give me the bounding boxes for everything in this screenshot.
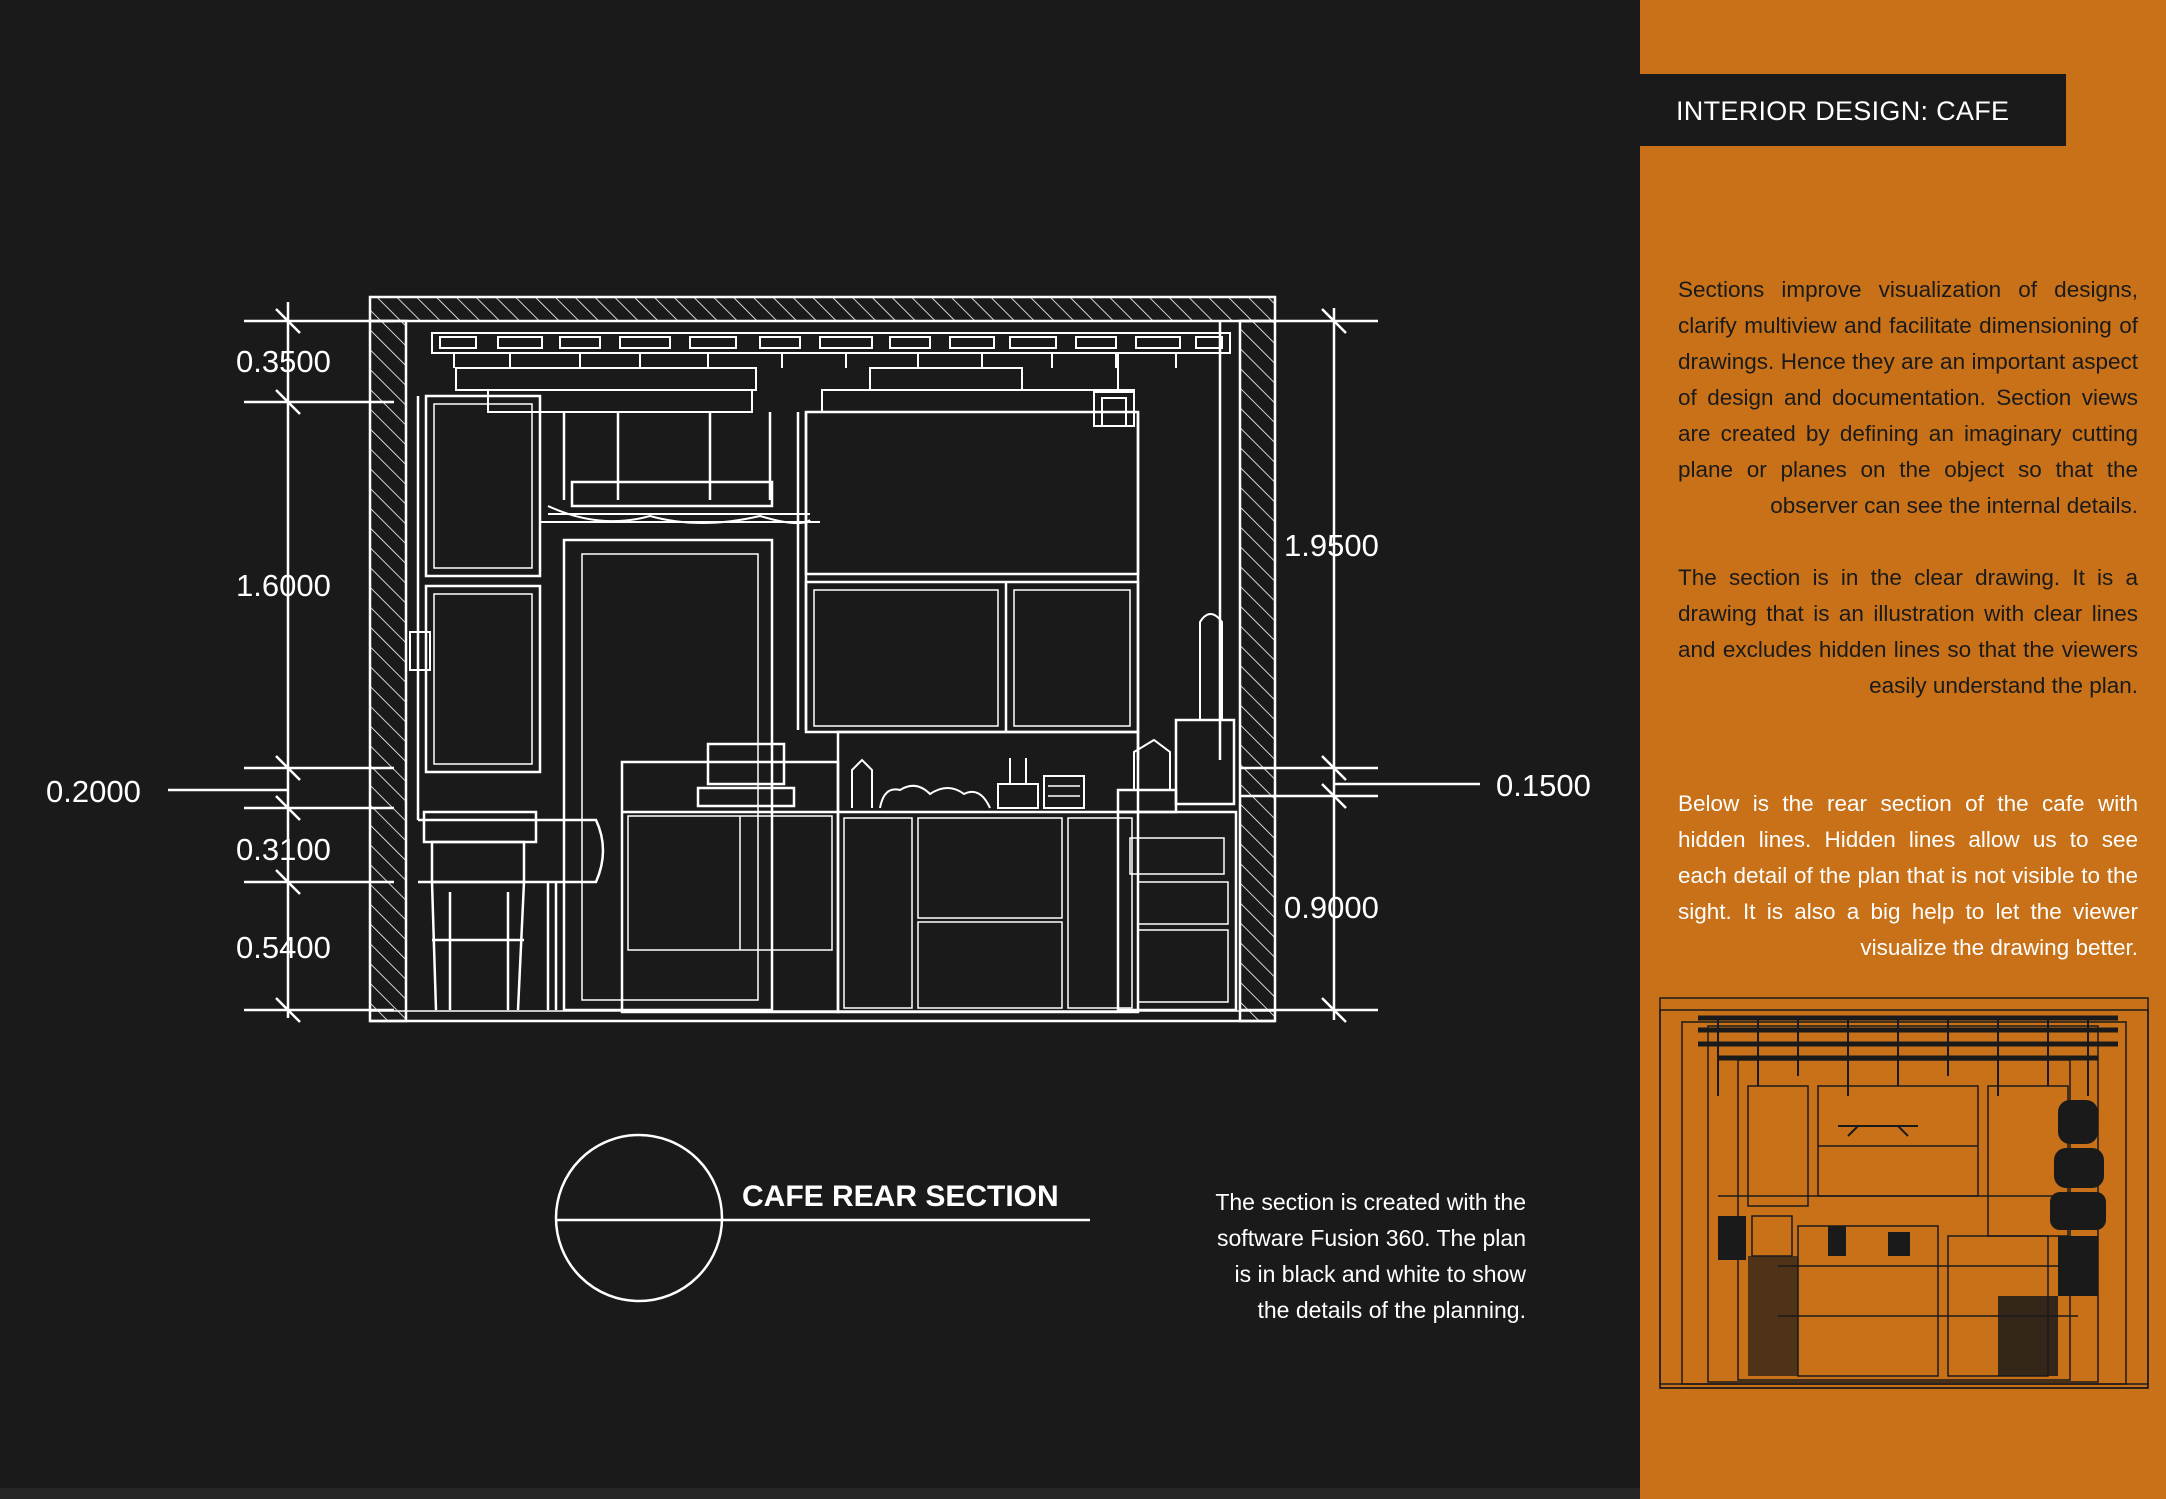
dim-right-2: 0.9000 (1284, 890, 1379, 925)
caption-line: software Fusion 360. The plan (1217, 1225, 1526, 1251)
caption-line: the details of the planning. (1257, 1297, 1526, 1323)
paragraph-clear-drawing: The section is in the clear drawing. It is a drawing that is an illustration with clear lines and excludes hidden lines so that the viewers easily understand the plan. (1678, 565, 2138, 698)
dim-left-4: 0.5400 (236, 930, 331, 965)
hidden-lines-thumbnail (1658, 996, 2150, 1392)
upper-cabinets (410, 321, 1220, 1010)
drawing-caption (1180, 1184, 1526, 1328)
page-title: INTERIOR DESIGN: CAFE (1676, 96, 2010, 126)
bottom-edge (0, 1488, 1640, 1499)
paragraph-hidden-lines: Below is the rear section of the cafe with hidden lines. Hidden lines allow us to see each detail of the plan that is not visible to the sight. It is also a big help to let the viewer visualize the drawing better. (1678, 791, 2138, 960)
section-symbol (556, 1135, 1090, 1301)
section-label: CAFE REAR SECTION (742, 1180, 1059, 1213)
info-panel (1640, 0, 2166, 1499)
dim-left-0: 0.3500 (236, 344, 331, 379)
dim-left-2: 0.2000 (46, 774, 141, 809)
dim-right-0: 1.9500 (1284, 528, 1379, 563)
caption-line: is in black and white to show (1234, 1261, 1526, 1287)
left-dimension-chain (168, 302, 394, 1022)
paragraph-sections: Sections improve visualization of designs, clarify multiview and facilitate dimensioning of drawings. Hence they are an important aspect of design and documentation. Section views are created by defining an imaginary cutting plane or planes on the object so that the observer can see the internal details. (1678, 277, 2138, 518)
dim-left-3: 0.3100 (236, 832, 331, 867)
dim-right-1: 0.1500 (1496, 768, 1591, 803)
dim-left-1: 1.6000 (236, 568, 331, 603)
title-bar (1640, 74, 2066, 146)
caption-line: The section is created with the (1215, 1189, 1526, 1215)
